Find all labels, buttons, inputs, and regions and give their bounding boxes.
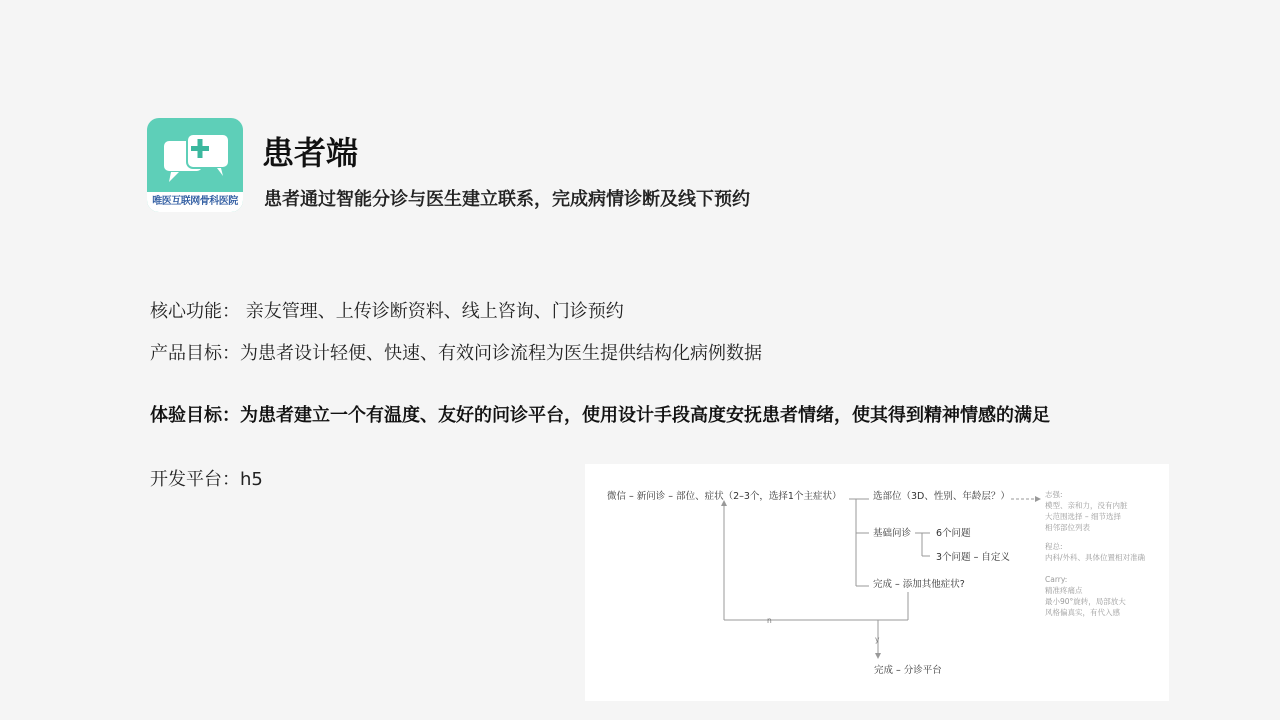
- app-logo: [147, 118, 243, 212]
- note2-line: 程总:: [1045, 542, 1063, 551]
- note1-line: 相邻部位列表: [1045, 523, 1090, 532]
- page-subtitle: 患者通过智能分诊与医生建立联系，完成病情诊断及线下预约: [264, 189, 750, 210]
- note1-line: 模型、亲和力，没有内脏: [1045, 501, 1128, 510]
- page-title: 患者端: [262, 134, 359, 172]
- flow-step-basic: 基础问诊: [873, 528, 912, 539]
- dev-platform: 开发平台：h5: [150, 469, 263, 490]
- flow-step-done: 完成 – 添加其他症状?: [873, 579, 965, 590]
- core-functions: 核心功能： 亲友管理、上传诊断资料、线上咨询、门诊预约: [150, 301, 624, 322]
- note3-line: 最小90°旋转，局部放大: [1045, 597, 1126, 606]
- experience-goal: 体验目标：为患者建立一个有温度、友好的问诊平台，使用设计手段高度安抚患者情绪，使其得到精神情感的满足: [150, 405, 1050, 426]
- flow-end: 完成 – 分诊平台: [874, 665, 942, 676]
- logo-hospital-name: 唯医互联网骨科医院: [147, 192, 243, 212]
- flow-label-y: y: [875, 635, 880, 644]
- flow-q6: 6个问题: [936, 528, 971, 539]
- flow-start: 微信 – 新问诊 – 部位、症状（2–3个，选择1个主症状）: [607, 491, 842, 502]
- flow-label-n: n: [767, 616, 772, 625]
- note2-line: 内科/外科、具体位置相对准确: [1045, 553, 1146, 562]
- product-goal: 产品目标：为患者设计轻便、快速、有效问诊流程为医生提供结构化病例数据: [150, 343, 762, 364]
- flow-step-select: 选部位（3D、性别、年龄层？）: [873, 491, 1010, 502]
- note3-line: Carry:: [1045, 575, 1068, 584]
- note3-line: 风格偏真实，有代入感: [1045, 608, 1120, 617]
- note1-line: 大范围选择 – 细节选择: [1045, 512, 1122, 521]
- note3-line: 精准疼痛点: [1045, 586, 1083, 595]
- flow-q3: 3个问题 – 自定义: [936, 552, 1010, 563]
- flow-diagram: [585, 464, 1169, 701]
- note1-line: 志强:: [1045, 490, 1063, 499]
